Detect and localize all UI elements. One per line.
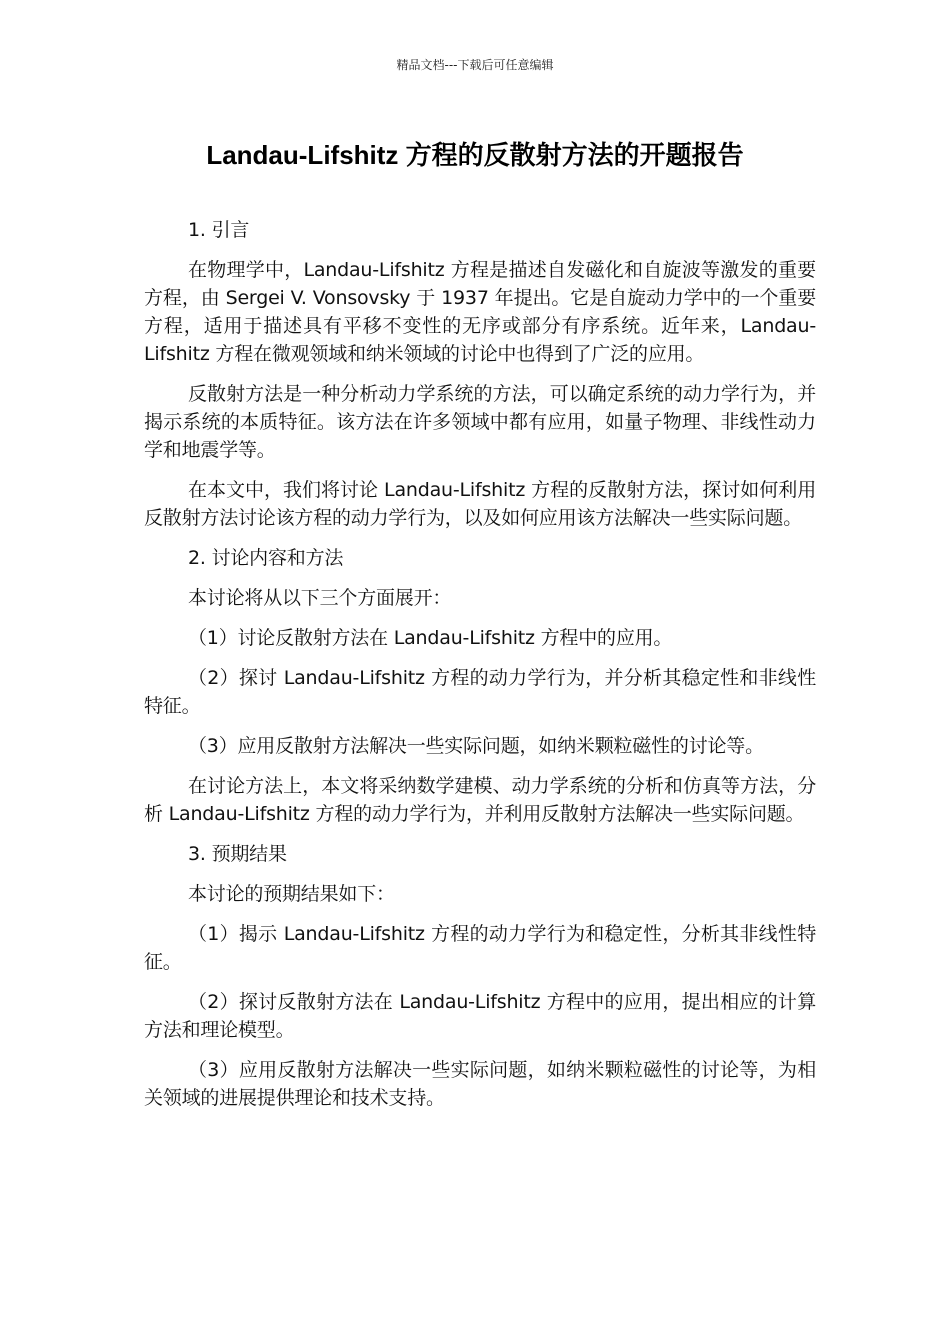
list-item-aspect-3: （3）应用反散射方法解决一些实际问题，如纳米颗粒磁性的讨论等。	[188, 735, 764, 757]
document-title: Landau-Lifshitz 方程的反散射方法的开题报告	[206, 140, 744, 170]
list-item-result-2: （2）探讨反散射方法在 Landau-Lifshitz 方程中的应用，提出相应的计算方法和理论模型。	[144, 991, 816, 1041]
list-item-aspect-1: （1）讨论反散射方法在 Landau-Lifshitz 方程中的应用。	[188, 627, 673, 649]
list-item-result-1: （1）揭示 Landau-Lifshitz 方程的动力学行为和稳定性，分析其非线性特征。	[144, 923, 816, 973]
list-item-aspect-2: （2）探讨 Landau-Lifshitz 方程的动力学行为，并分析其稳定性和非线性特征。	[144, 667, 816, 717]
section-heading-introduction: 1. 引言	[188, 219, 250, 241]
header-watermark: 精品文档---下载后可任意编辑	[396, 58, 554, 72]
paragraph-intro-3: 在本文中，我们将讨论 Landau-Lifshitz 方程的反散射方法，探讨如何利用反散射方法讨论该方程的动力学行为，以及如何应用该方法解决一些实际问题。	[144, 479, 816, 529]
document-body	[144, 216, 816, 1124]
paragraph-results-lead: 本讨论的预期结果如下：	[188, 883, 395, 905]
paragraph-methods: 在讨论方法上，本文将采纳数学建模、动力学系统的分析和仿真等方法，分析 Landau-Lifshitz 方程的动力学行为，并利用反散射方法解决一些实际问题。	[144, 775, 816, 825]
section-heading-expected-results: 3. 预期结果	[188, 843, 287, 865]
list-item-result-3: （3）应用反散射方法解决一些实际问题，如纳米颗粒磁性的讨论等，为相关领域的进展提供理论和技术支持。	[144, 1059, 816, 1109]
section-heading-content-methods: 2. 讨论内容和方法	[188, 547, 344, 569]
paragraph-intro-1: 在物理学中，Landau-Lifshitz 方程是描述自发磁化和自旋波等激发的重要方程，由 Sergei V. Vonsovsky 于 1937 年提出。它是自旋动力学中的一个重要方程，适用于描述具有平移不变性的无序或部分有序系统。近年来，Landau-Lifshitz 方程在微观领域和纳米领域的讨论中也得到了广泛的应用。	[144, 259, 816, 365]
paragraph-aspects-lead: 本讨论将从以下三个方面展开：	[188, 587, 452, 609]
paragraph-intro-2: 反散射方法是一种分析动力学系统的方法，可以确定系统的动力学行为，并揭示系统的本质特征。该方法在许多领域中都有应用，如量子物理、非线性动力学和地震学等。	[144, 383, 816, 461]
